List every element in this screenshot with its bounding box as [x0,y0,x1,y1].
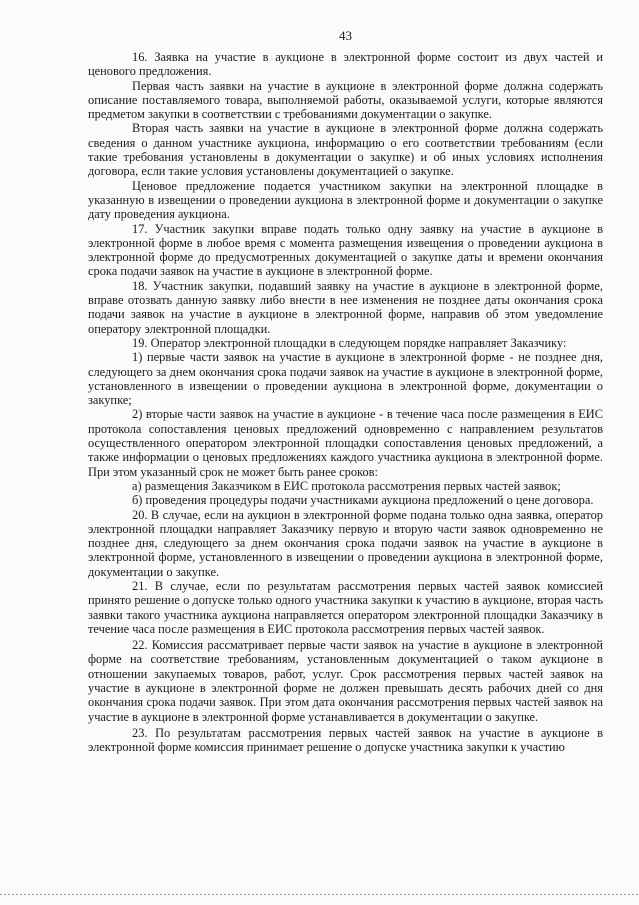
paragraph-19-item-a: а) размещения Заказчиком в ЕИС протокола рассмотрения первых частей заявок; [132,478,561,493]
paragraph-19-item-b: б) проведения процедуры подачи участниками аукциона предложений о цене договора. [132,493,594,508]
paragraph-16: 16. Заявка на участие в аукционе в электронной форме состоит из двух частей и ценового предложения. [88,50,603,79]
paragraph-22: 22. Комиссия рассматривает первые части заявок на участие в аукционе в электронной форме на соответствие требованиям, установленным документацией о таком аукционе в отношении закупаемых товаров, работ, услуг. Срок рассмотрения первых частей заявок на участие в аукционе в электронной форме не должен превышать десять рабочих дней со дня окончания срока подачи заявок. При этом дата окончания рассмотрения первых частей заявок на участие в аукционе в электронной форме устанавливается в документации о закупке. [88,638,603,724]
paragraph-16-second-part: Вторая часть заявки на участие в аукционе в электронной форме должна содержать сведения о данном участнике аукциона, информацию о его соответствии требованиям (если такие требования установлены в документации о закупке) и об иных условиях исполнения договора, если такие условия установлены документацией о закупке. [88,121,603,179]
scan-bottom-edge [0,894,639,895]
paragraph-21: 21. В случае, если по результатам рассмотрения первых частей заявок комиссией принято решение о допуске только одного участника закупки к участию в аукционе, вторая часть заявки такого участника аукциона направляется оператором электронной площадки Заказчику в течение часа после размещения в ЕИС протокола рассмотрения первых частей заявок. [88,578,603,636]
paragraph-19: 19. Оператор электронной площадки в следующем порядке направляет Заказчику: [132,335,567,350]
paragraph-16-first-part: Первая часть заявки на участие в аукционе в электронной форме должна содержать описание поставляемого товара, выполняемой работы, оказываемой услуги, которые являются предметом закупки в соответствии с требованиями документации о закупке. [88,78,603,122]
paragraph-17: 17. Участник закупки вправе подать только одну заявку на участие в аукционе в электронной форме в любое время с момента размещения извещения о проведении аукциона в электронной форме до предусмотренных документацией о закупке даты и времени окончания срока подачи заявок на участие в аукционе в электронной форме. [88,221,603,279]
page-number: 43 [339,28,352,43]
paragraph-19-item-1: 1) первые части заявок на участие в аукционе в электронной форме - не позднее дня, следующего за днем окончания срока подачи заявок на участие в аукционе в электронной форме, установленного в извещении о проведении аукциона в электронной форме, документации о закупке; [88,350,603,408]
paragraph-19-item-2: 2) вторые части заявок на участие в аукционе - в течение часа после размещения в ЕИС протокола сопоставления ценовых предложений одновременно с направлением результатов осуществленного оператором электронной площадки сопоставления ценовых предложений, а также информации о ценовых предложениях каждого участника аукциона в электронной форме. При этом указанный срок не может быть ранее сроков: [88,407,603,479]
paragraph-18: 18. Участник закупки, подавший заявку на участие в аукционе в электронной форме, вправе отозвать данную заявку либо внести в нее изменения не позднее даты окончания срока подачи заявок на участие в аукционе в электронной форме, направив об этом уведомление оператору электронной площадки. [88,278,603,336]
paragraph-23: 23. По результатам рассмотрения первых частей заявок на участие в аукционе в электронной форме комиссия принимает решение о допуске участника закупки к участию [88,725,603,755]
paragraph-16-price-offer: Ценовое предложение подается участником закупки на электронной площадке в указанную в извещении о проведении аукциона в электронной форме и документации о закупке дату проведения аукциона. [88,178,603,222]
paragraph-20: 20. В случае, если на аукцион в электронной форме подана только одна заявка, оператор электронной площадки направляет Заказчику первую и вторую части заявок одновременно не позднее дня, следующего за днем окончания срока подачи заявок на участие в аукционе в электронной форме, установленного в извещении о проведении аукциона в электронной форме, документации о закупке. [88,507,603,579]
